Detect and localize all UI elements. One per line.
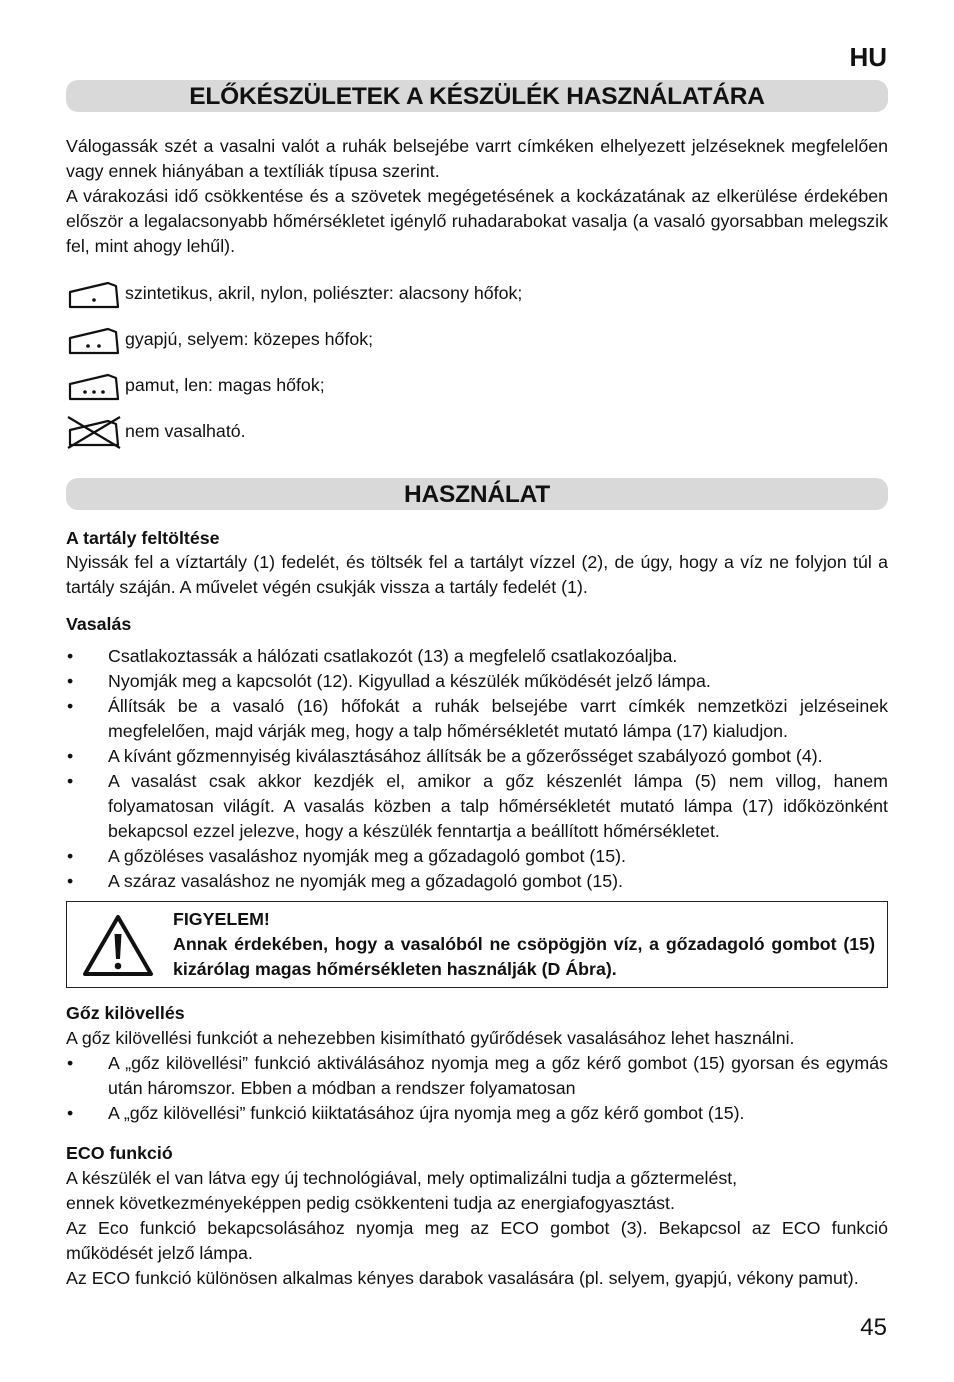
tank-text: Nyissák fel a víztartály (1) fedelét, és töltsék fel a tartályt vízzel (2), de úgy, hogy a víz ne folyjon túl a tartály száján. A művelet végén csukják vissza a tartály fedelét (1). [66, 552, 888, 597]
ironing-list [66, 644, 888, 894]
eco-paragraph-3: Az ECO funkció különösen alkalmas kényes darabok vasalására (pl. selyem, gyapjú, vékony pamut). [66, 1268, 859, 1288]
steam-burst-list [66, 1051, 888, 1126]
warning-text: Annak érdekében, hogy a vasalóból ne csöpögjön víz, a gőzadagoló gombot (15) kizárólag magas hőmérsékleten használják (D Ábra). [173, 934, 875, 979]
symbol-label: pamut, len: magas hőfok; [125, 374, 325, 395]
section-title: HASZNÁLAT [403, 481, 551, 508]
intro-paragraph-2: A várakozási idő csökkentése és a szövetek megégetésének a kockázatának az elkerülése érdekében először a legalacsonyabb hőmérsékletet igénylő ruhadarabokat vasalja (a vasaló gyorsabban melegszik fel, mint ahogy lehűl). [66, 186, 888, 256]
eco-intro [66, 1166, 888, 1216]
list-item: • Nyomják meg a kapcsolót (12). Kigyullad a készülék működését jelző lámpa. [66, 669, 888, 694]
list-item: • A kívánt gőzmennyiség kiválasztásához állítsák be a gőzerősséget szabályozó gombot (4). [66, 744, 888, 769]
subheading-steam-burst: Gőz kilövellés [66, 1003, 185, 1023]
symbol-row-low [66, 275, 522, 311]
language-code: HU [849, 42, 887, 72]
subheading-eco: ECO funkció [66, 1143, 173, 1163]
section-title: ELŐKÉSZÜLETEK A KÉSZÜLÉK HASZNÁLATÁRA [189, 83, 765, 110]
list-item: • A „gőz kilövellési” funkció kiiktatásához újra nyomja meg a gőz kérő gombot (15). [66, 1101, 888, 1126]
eco-line-1: A készülék el van látva egy új technológiával, mely optimalizálni tudja a gőztermelést, [66, 1168, 738, 1188]
warning-title: FIGYELEM! [173, 909, 270, 929]
steam-burst-intro: A gőz kilövellési funkciót a nehezebben kisimítható gyűrődések vasalásához lehet használni. [66, 1028, 795, 1048]
warning-triangle-icon [81, 912, 155, 978]
iron-crossed-out-icon [66, 413, 122, 449]
subheading-tank: A tartály feltöltése [66, 528, 220, 548]
symbol-label: szintetikus, akril, nylon, poliészter: alacsony hőfok; [125, 282, 523, 303]
page-number: 45 [860, 1314, 887, 1341]
list-item: • A vasalást csak akkor kezdjék el, amikor a gőz készenlét lámpa (5) nem villog, hanem folyamatosan világít. A vasalás közben a talp hőmérsékletét mutató lámpa (17) időközönként bekapcsol ezzel jelezve, hogy a készülék fenntartja a beállított hőmérsékletet. [66, 769, 888, 844]
intro-paragraph-1: Válogassák szét a vasalni valót a ruhák belsejébe varrt címkéken elhelyezett jelzéseknek megfelelően vagy ennek hiányában a textíliák típusa szerint. [66, 136, 888, 181]
list-item: • Állítsák be a vasaló (16) hőfokát a ruhák belsejébe varrt címkék nemzetközi jelzéseinek megfelelően, majd várják meg, hogy a talp hőmérsékletét mutató lámpa (17) kialudjon. [66, 694, 888, 744]
symbol-label: gyapjú, selyem: közepes hőfok; [125, 328, 374, 349]
list-item: • Csatlakoztassák a hálózati csatlakozót (13) a megfelelő csatlakozóaljba. [66, 644, 888, 669]
symbol-row-no-iron [66, 413, 246, 449]
eco-paragraph-2: Az Eco funkció bekapcsolásához nyomja meg az ECO gombot (3). Bekapcsol az ECO funkció működését jelző lámpa. [66, 1218, 888, 1263]
symbol-label: nem vasalható. [125, 420, 246, 441]
section-header-preparation [66, 80, 888, 112]
eco-text [66, 1216, 888, 1291]
iron-three-dots-icon [66, 367, 122, 403]
subheading-ironing: Vasalás [66, 614, 132, 634]
list-item: • A „gőz kilövellési” funkció aktiválásához nyomja meg a gőz kérő gombot (15) gyorsan és egymás után háromszor. Ebben a módban a rendszer folyamatosan [66, 1051, 888, 1101]
symbol-row-high [66, 367, 325, 403]
iron-two-dots-icon [66, 321, 122, 357]
section-header-usage [66, 478, 888, 510]
list-item: • A gőzöléses vasaláshoz nyomják meg a gőzadagoló gombot (15). [66, 844, 888, 869]
eco-line-2: ennek következményeképpen pedig csökkenteni tudja az energiafogyasztást. [66, 1193, 675, 1213]
warning-text-block [173, 907, 875, 982]
iron-one-dot-icon [66, 275, 122, 311]
list-item: • A száraz vasaláshoz ne nyomják meg a gőzadagoló gombot (15). [66, 869, 888, 894]
warning-box [66, 901, 888, 988]
intro-text [66, 134, 888, 259]
symbol-row-medium [66, 321, 373, 357]
